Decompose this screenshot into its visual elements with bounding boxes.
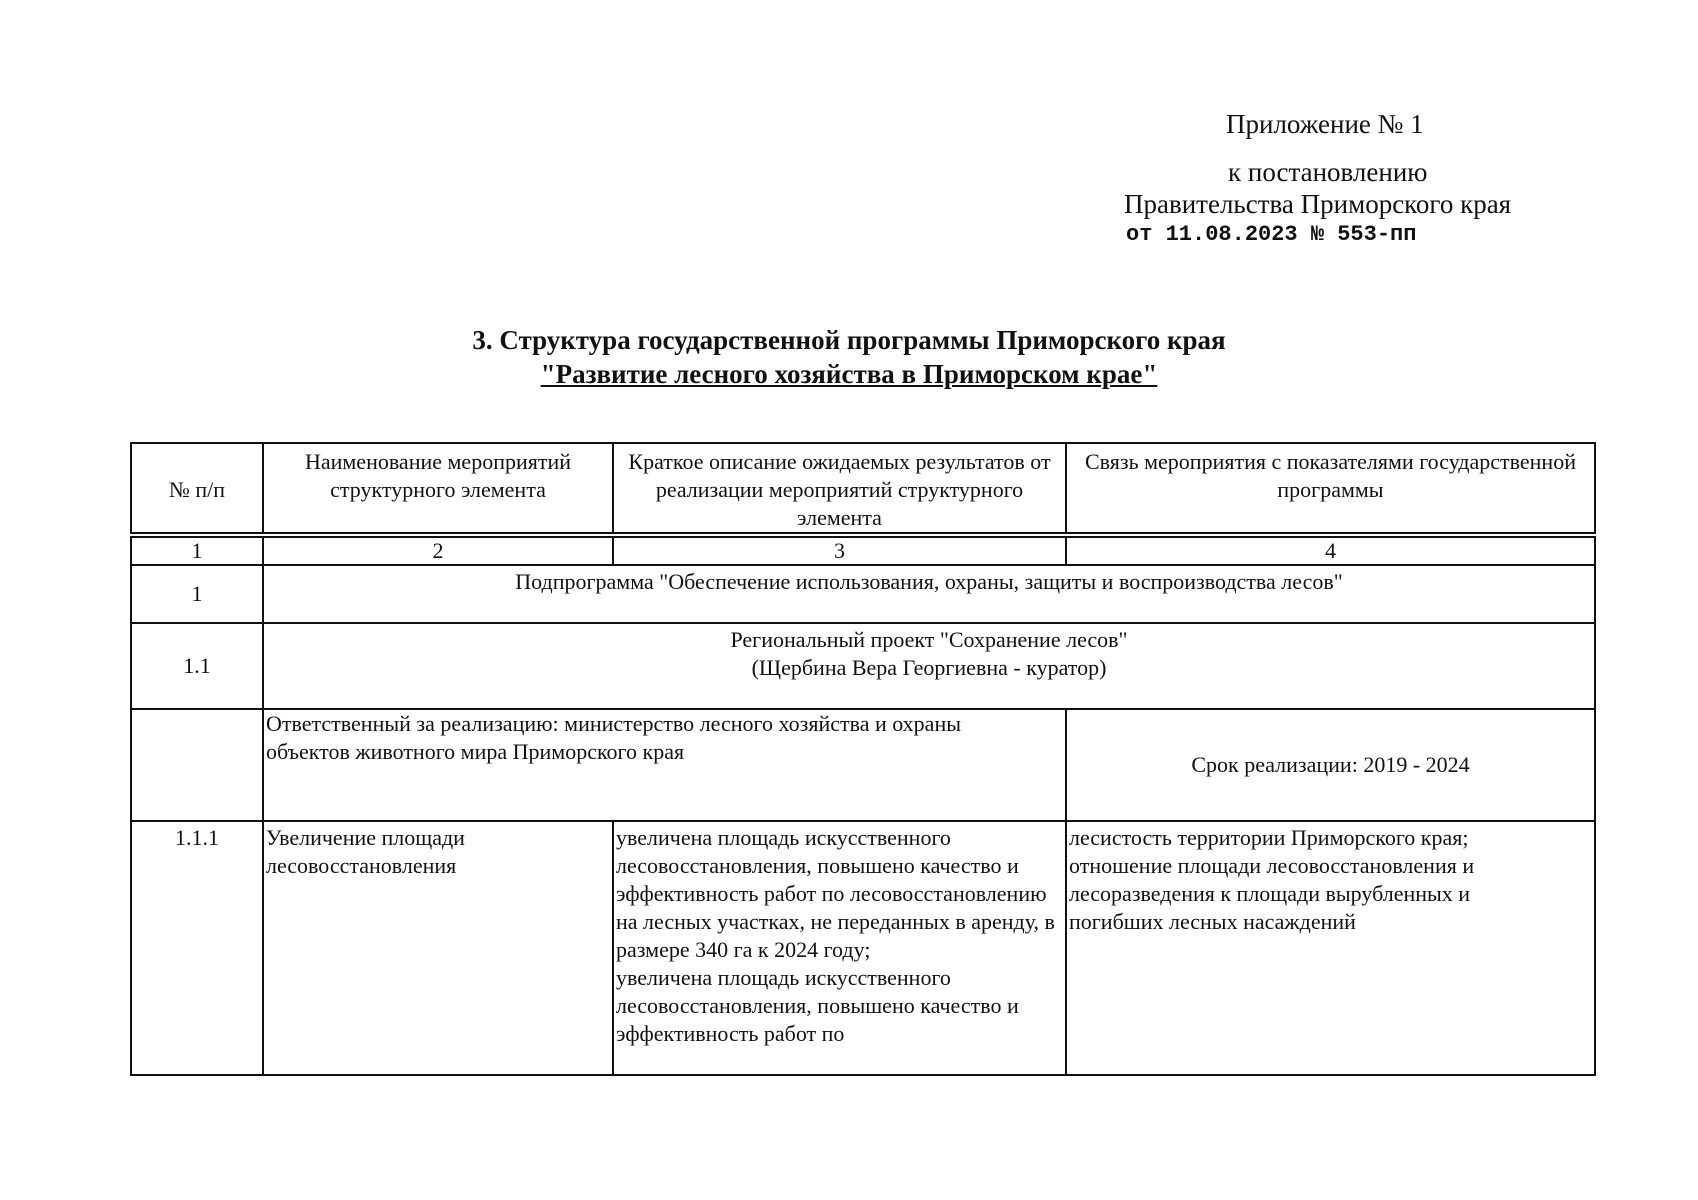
row-num: 1.1.1 [131,821,263,1075]
responsible-text: Ответственный за реализацию: министерство лесного хозяйства и охраны объектов животного мира Приморского края [263,709,1066,821]
row-description [613,821,1066,1075]
heading-program-name: "Развитие лесного хозяйства в Приморском крае" [540,359,1158,389]
column-number-1: 1 [131,537,263,565]
column-numbers-row [131,537,1595,565]
document-heading [0,323,1698,391]
subprogram-num: 1 [131,565,263,623]
row-name: Увеличение площади лесовосстановления [263,821,613,1075]
appendix-government: Правительства Приморского края [1124,189,1512,219]
project-cell [263,623,1595,709]
table-header-row [131,443,1595,533]
appendix-date-number: от 11.08.2023 № 553-пп [1126,222,1417,247]
column-number-4: 4 [1066,537,1595,565]
appendix-block [1120,108,1560,250]
project-title: Региональный проект "Сохранение лесов" [730,627,1128,652]
project-curator: (Щербина Вера Георгиевна - куратор) [751,655,1107,680]
header-name: Наименование мероприятий структурного элемента [263,443,613,533]
responsible-num-empty [131,709,263,821]
column-number-2: 2 [263,537,613,565]
table-row [131,821,1595,1075]
appendix-to-resolution: к постановлению [1228,157,1428,187]
appendix-title: Приложение № 1 [1226,109,1424,139]
heading-title: 3. Структура государственной программы Приморского края [472,325,1226,355]
link-paragraph: отношение площади лесовосстановления и лесоразведения к площади вырубленных и погибших лесных насаждений [1069,853,1475,934]
description-paragraph: увеличена площадь искусственного лесовосстановления, повышено качество и эффективность работ по лесовосстановлению на лесных участках, не переданных в аренду, в размере 340 га к 2024 году; [616,825,1055,962]
implementation-period: Срок реализации: 2019 - 2024 [1066,709,1595,821]
project-num: 1.1 [131,623,263,709]
header-description: Краткое описание ожидаемых результатов от реализации мероприятий структурного элемента [613,443,1066,533]
project-row [131,623,1595,709]
row-link [1066,821,1595,1075]
responsible-row [131,709,1595,821]
column-number-3: 3 [613,537,1066,565]
link-paragraph: лесистость территории Приморского края; [1069,825,1469,850]
subprogram-title: Подпрограмма "Обеспечение использования, охраны, защиты и воспроизводства лесов" [263,565,1595,623]
description-paragraph: увеличена площадь искусственного лесовосстановления, повышено качество и эффективность работ по [616,965,1019,1046]
header-num: № п/п [131,443,263,533]
structure-table-wrap [130,442,1594,1076]
header-link: Связь мероприятия с показателями государственной программы [1066,443,1595,533]
subprogram-row [131,565,1595,623]
structure-table [130,442,1596,1076]
